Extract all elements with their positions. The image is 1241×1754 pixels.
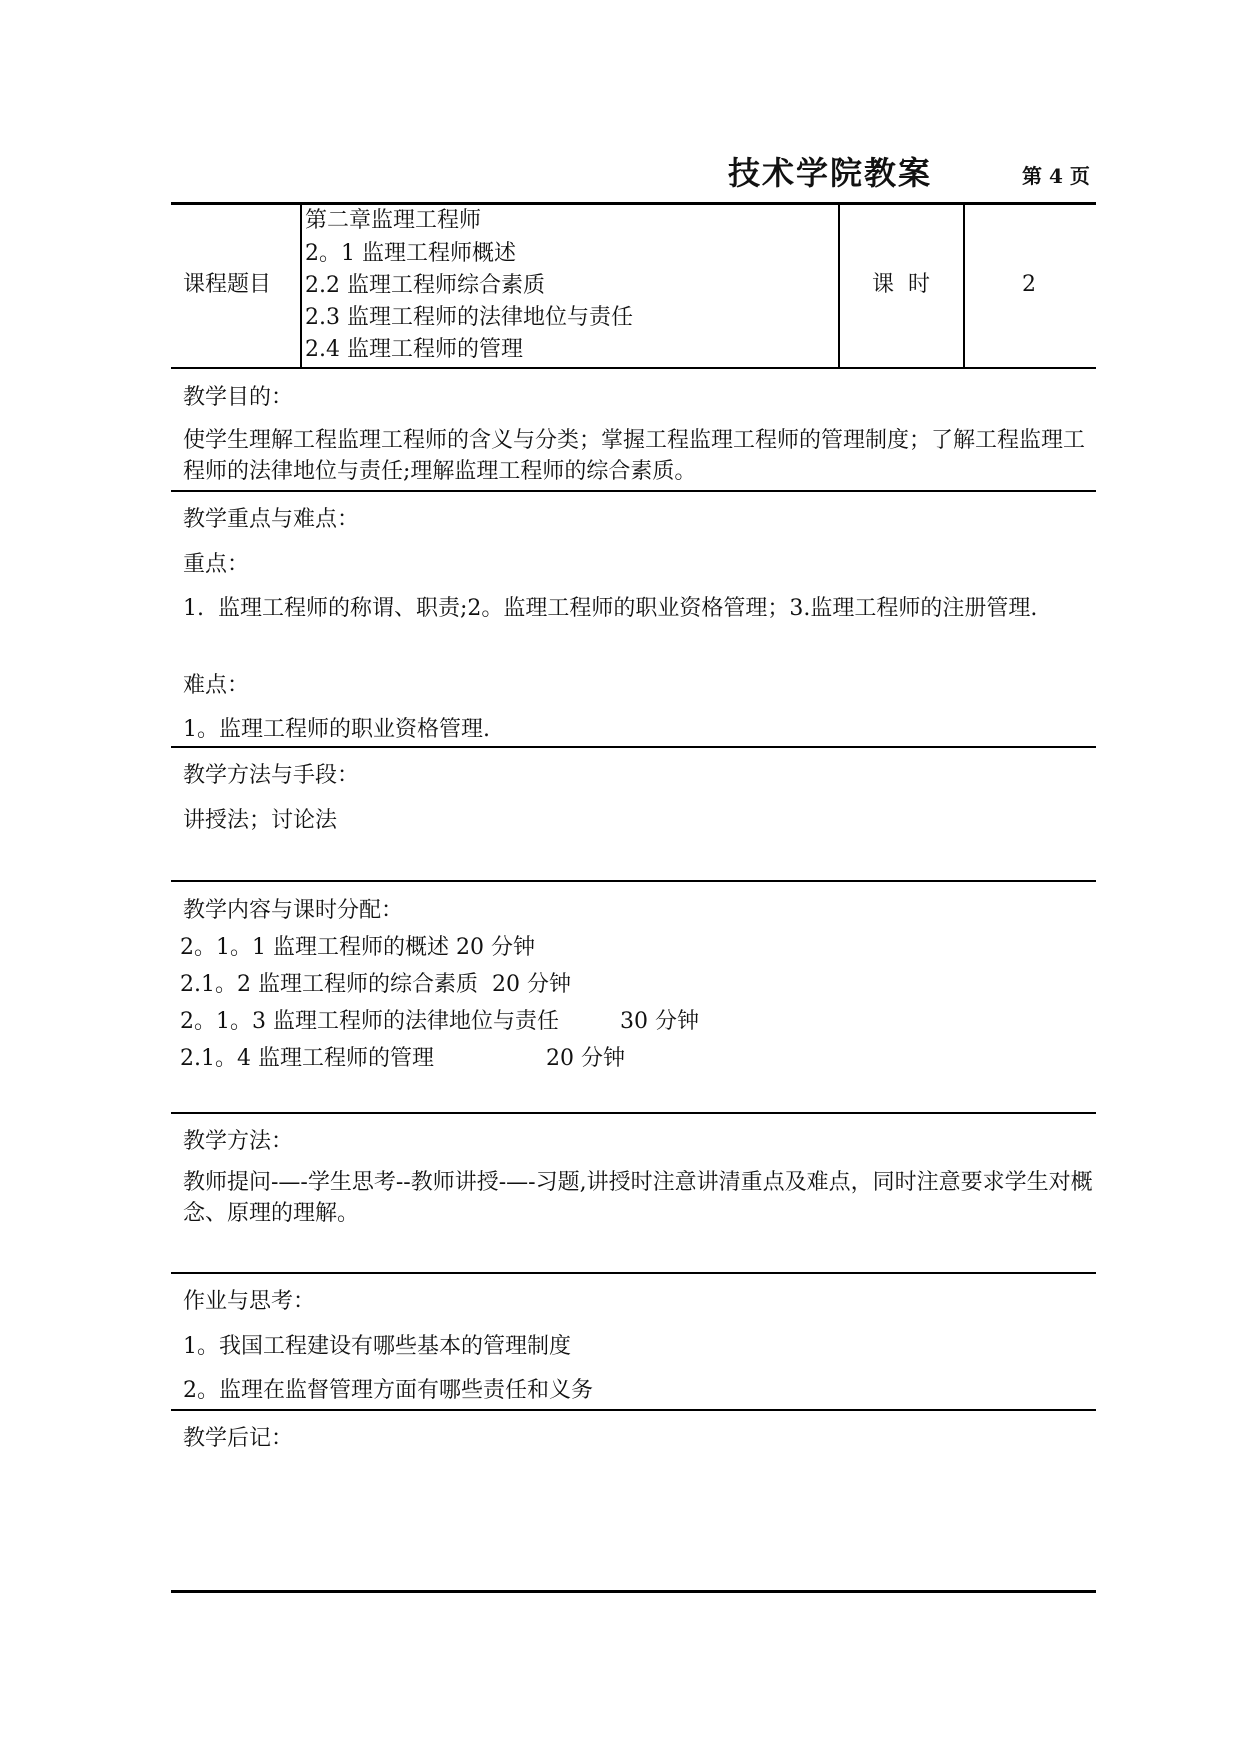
teaching-method-text: 教师提问-—-学生思考--教师讲授-—-习题,讲授时注意讲清重点及难点，同时注意要求学生对概念、原理的理解。 [183, 1170, 1093, 1226]
document-title: 技术学院教案 [728, 154, 933, 192]
methods-heading: 教学方法与手段： [183, 763, 360, 788]
hours-value: 2 [1022, 272, 1036, 297]
table-divider [300, 205, 302, 367]
homework-item: 2。监理在监督管理方面有哪些责任和义务 [183, 1378, 593, 1403]
bottom-rule [171, 1590, 1096, 1593]
teaching-method-heading: 教学方法： [183, 1129, 294, 1154]
methods-text: 讲授法；讨论法 [183, 808, 338, 833]
course-label: 课程题目 [183, 272, 272, 297]
difficulty-text: 1。监理工程师的职业资格管理. [183, 717, 490, 742]
row-rule [171, 746, 1096, 748]
postscript-heading: 教学后记： [183, 1426, 294, 1451]
key-label: 重点： [183, 552, 250, 577]
content-item-time: 30 分钟 [620, 1009, 699, 1034]
content-heading: 教学内容与课时分配： [183, 898, 404, 923]
table-divider [963, 205, 965, 367]
difficulty-label: 难点： [183, 673, 250, 698]
content-item: 2。1。1 监理工程师的概述 20 分钟 [180, 935, 535, 960]
row-rule [171, 367, 1096, 369]
objective-text: 使学生理解工程监理工程师的含义与分类；掌握工程监理工程师的管理制度；了解工程监理工程师的法律地位与责任;理解监理工程师的综合素质。 [183, 428, 1086, 484]
content-item: 2.1。2 监理工程师的综合素质 20 分钟 [180, 972, 571, 997]
key-text: 1. 监理工程师的称谓、职责;2。监理工程师的职业资格管理；3.监理工程师的注册管理. [183, 596, 1038, 621]
course-topic: 2。1 监理工程师概述 [305, 241, 516, 266]
content-item-time: 20 分钟 [546, 1046, 625, 1071]
course-topic: 第二章监理工程师 [305, 208, 482, 233]
content-item: 2.1。4 监理工程师的管理 [180, 1046, 434, 1071]
row-rule [171, 1112, 1096, 1114]
hours-label: 课 时 [872, 272, 930, 297]
homework-heading: 作业与思考： [183, 1289, 316, 1314]
course-topic: 2.4 监理工程师的管理 [305, 337, 523, 362]
row-rule [171, 880, 1096, 882]
content-item: 2。1。3 监理工程师的法律地位与责任 [180, 1009, 559, 1034]
row-rule [171, 1272, 1096, 1274]
page-number: 第 4 页 [1022, 164, 1090, 188]
table-divider [838, 205, 840, 367]
objective-heading: 教学目的： [183, 385, 294, 410]
course-topic: 2.2 监理工程师综合素质 [305, 273, 545, 298]
homework-item: 1。我国工程建设有哪些基本的管理制度 [183, 1334, 571, 1359]
row-rule [171, 490, 1096, 492]
course-topic: 2.3 监理工程师的法律地位与责任 [305, 305, 633, 330]
header-rule [171, 202, 1096, 205]
key-points-heading: 教学重点与难点： [183, 507, 360, 532]
row-rule [171, 1409, 1096, 1411]
page-header [0, 0, 1241, 200]
